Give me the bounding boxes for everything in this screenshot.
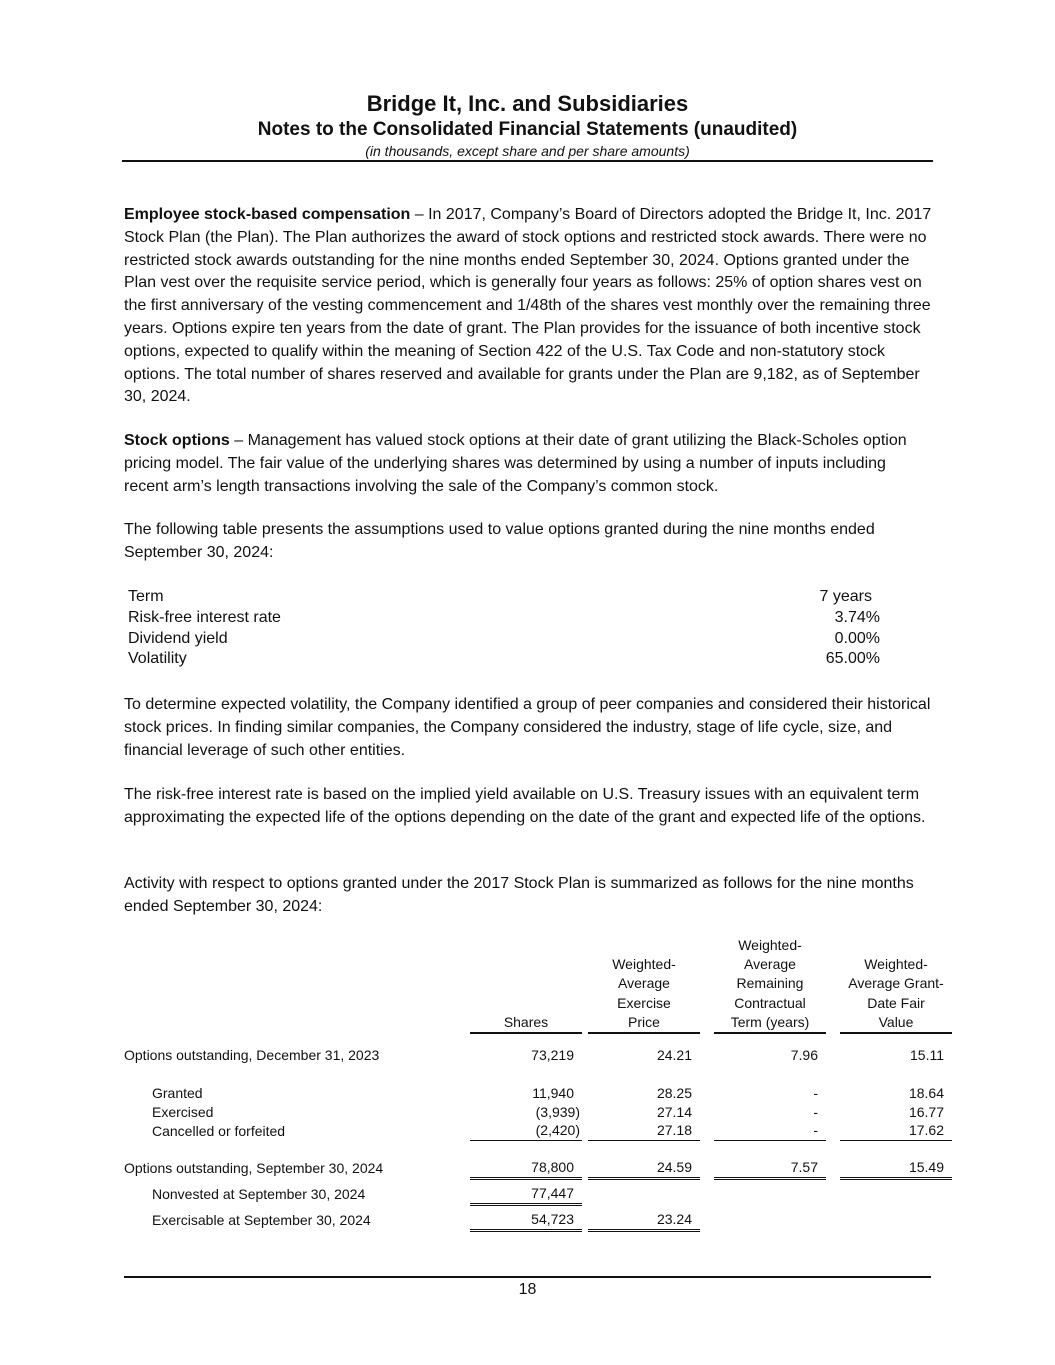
assumption-value: 3.74% (834, 608, 880, 626)
cell-fair-value: 18.64 (908, 1084, 944, 1101)
assumption-label: Volatility (128, 650, 187, 668)
column-header-remaining-term: Weighted- Average Remaining Contractual Term (years) (714, 936, 826, 1033)
assumption-row (128, 587, 880, 608)
table-row (124, 1184, 952, 1204)
paragraph-heading: Stock options (124, 432, 230, 449)
cell-price: 23.24 (588, 1210, 700, 1230)
cell-shares: 78,800 (470, 1158, 582, 1178)
row-label: Cancelled or forfeited (152, 1122, 286, 1139)
row-label: Exercisable at September 30, 2024 (152, 1212, 371, 1229)
row-label: Granted (152, 1084, 203, 1101)
table-row (124, 1210, 952, 1230)
row-label: Options outstanding, December 31, 2023 (124, 1047, 380, 1064)
column-header-grant-date-fair-value: Weighted- Average Grant- Date Fair Value (840, 936, 952, 1033)
cell-price: 24.59 (588, 1158, 700, 1178)
table-row (124, 1045, 952, 1065)
cell-shares: (2,420) (470, 1121, 582, 1140)
cell-shares: 54,723 (470, 1210, 582, 1230)
cell-fair-value: 17.62 (840, 1121, 952, 1140)
cell-fair-value: 15.11 (910, 1047, 944, 1064)
assumption-label: Dividend yield (128, 629, 228, 647)
assumption-value: 0.00% (834, 629, 880, 647)
cell-fair-value: 16.77 (908, 1103, 944, 1120)
column-header-exercise-price: Weighted- Average Exercise Price (588, 936, 700, 1033)
assumption-value: 65.00% (825, 650, 880, 668)
cell-price: 27.18 (588, 1121, 700, 1140)
table-row (124, 1102, 952, 1121)
assumptions-table (128, 587, 880, 670)
table-row (124, 1083, 952, 1102)
cell-shares: 77,447 (470, 1184, 582, 1204)
table-row (124, 1158, 952, 1178)
paragraph-volatility: To determine expected volatility, the Company identified a group of peer companies and considered their historical stock prices. In finding similar companies, the Company considered the industry, stage of life cycle, size, and financial leverage of such other entities. (124, 696, 931, 759)
paragraph-risk-free-rate: The risk-free interest rate is based on the implied yield available on U.S. Treasury issues with an equivalent term approximating the expected life of the options depending on the date of the grant and expected life of the options. (124, 786, 926, 826)
assumption-row (128, 608, 880, 629)
paragraph-activity-intro: Activity with respect to options granted under the 2017 Stock Plan is summarized as follows for the nine months ended September 30, 2024: (124, 875, 914, 915)
cell-term: 7.57 (714, 1158, 826, 1178)
document-title: Notes to the Consolidated Financial Statements (unaudited) (257, 119, 798, 140)
row-label: Exercised (152, 1103, 214, 1120)
assumption-value: 7 years (819, 588, 872, 605)
cell-shares: 11,940 (532, 1084, 574, 1101)
cell-term: - (813, 1084, 818, 1101)
paragraph-stock-options (124, 430, 934, 498)
row-label: Options outstanding, September 30, 2024 (124, 1160, 384, 1177)
cell-price: 24.21 (656, 1047, 692, 1064)
row-label: Nonvested at September 30, 2024 (152, 1186, 366, 1203)
cell-shares: (3,939) (535, 1103, 580, 1120)
option-activity-table (124, 936, 952, 1232)
cell-fair-value: 15.49 (840, 1158, 952, 1178)
footer-rule (124, 1276, 931, 1278)
table-row (124, 1121, 952, 1140)
assumption-label: Risk-free interest rate (128, 608, 281, 626)
assumption-row (128, 649, 880, 670)
assumption-label: Term (128, 588, 164, 605)
units-note: (in thousands, except share and per share amounts) (365, 143, 690, 159)
paragraph-heading: Employee stock-based compensation (124, 206, 411, 223)
page-number: 18 (518, 1281, 537, 1298)
cell-shares: 73,219 (531, 1047, 574, 1064)
paragraph-stock-compensation (124, 204, 934, 409)
company-name: Bridge It, Inc. and Subsidiaries (366, 91, 689, 116)
cell-price: 28.25 (656, 1084, 692, 1101)
page-header (122, 90, 933, 160)
table-header-row (124, 936, 952, 1033)
assumption-row (128, 629, 880, 650)
header-rule (122, 160, 933, 162)
cell-term: - (813, 1103, 818, 1120)
cell-term: 7.96 (790, 1047, 818, 1064)
cell-price: 27.14 (656, 1103, 692, 1120)
column-header-shares: Shares (470, 936, 582, 1033)
paragraph-text: – In 2017, Company’s Board of Directors adopted the Bridge It, Inc. 2017 Stock Plan (the Plan). The Plan authorizes the award of stock options and restricted stock awards. There were no restricted stock awards outstanding for the nine months ended September 30, 2024. Options granted under the Plan vest over the requisite service period, which is generally four years as follows: 25% of option shares vest on the first anniversary of the vesting commencement and 1/48th of the shares vest monthly over the remaining three years. Options expire ten years from the date of grant. The Plan provides for the issuance of both incentive stock options, expected to qualify within the meaning of Section 422 of the U.S. Tax Code and non-statutory stock options. The total number of shares reserved and available for grants under the Plan are 9,182, as of September 30, 2024. (124, 206, 932, 406)
cell-term: - (714, 1121, 826, 1140)
paragraph-assumptions-intro: The following table presents the assumptions used to value options granted during the nine months ended September 30, 2024: (124, 521, 875, 561)
paragraph-text: – Management has valued stock options at their date of grant utilizing the Black-Scholes option pricing model. The fair value of the underlying shares was determined by using a number of inputs including recent arm’s length transactions involving the sale of the Company’s common stock. (124, 432, 907, 495)
